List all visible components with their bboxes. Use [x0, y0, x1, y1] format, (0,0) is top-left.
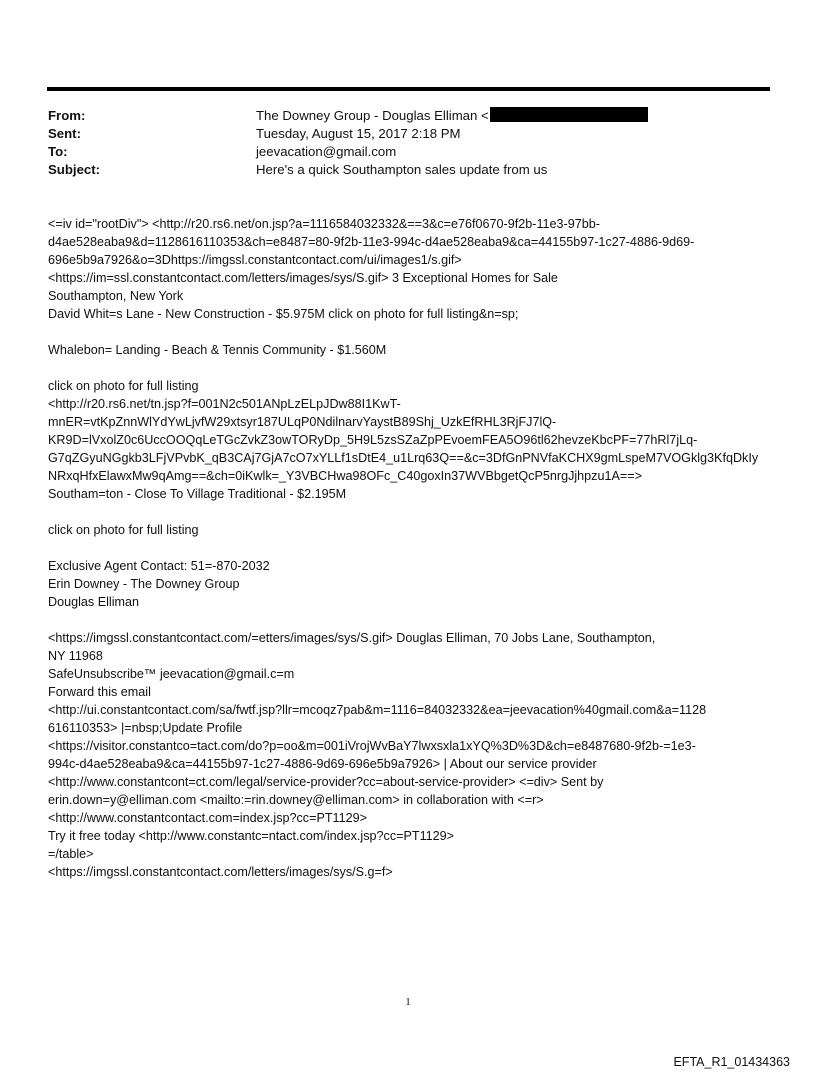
- body-line: Southam=ton - Close To Village Traditional - $2.195M: [48, 487, 347, 501]
- to-row: [48, 143, 768, 161]
- body-line: 616110353> |=nbsp;Update Profile: [48, 721, 243, 735]
- from-sender: The Downey Group - Douglas Elliman <: [256, 108, 489, 123]
- blank-line: [48, 359, 778, 377]
- blank-line: [48, 539, 778, 557]
- blank-line: [48, 503, 778, 521]
- email-header: [48, 107, 768, 179]
- from-value: [256, 107, 648, 125]
- body-line: Whalebon= Landing - Beach & Tennis Community - $1.560M: [48, 343, 387, 357]
- body-line: <http://www.constantcont=ct.com/legal/service-provider?cc=about-service-provider> <=div> Sent by: [48, 775, 604, 789]
- body-line: d4ae528eaba9&d=1128616110353&ch=e8487=80-9f2b-11e3-994c-d4ae528eaba9&ca=44155b97-1c27-4886-9d69-: [48, 235, 695, 249]
- body-line: Erin Downey - The Downey Group: [48, 577, 240, 591]
- body-line: Forward this email: [48, 685, 151, 699]
- body-line: <http://r20.rs6.net/tn.jsp?f=001N2c501ANpLzELpJDw88I1KwT-: [48, 397, 401, 411]
- to-label: To:: [48, 144, 68, 159]
- to-value: jeevacation@gmail.com: [256, 144, 397, 159]
- body-line: SafeUnsubscribe™ jeevacation@gmail.c=m: [48, 667, 295, 681]
- body-line: Exclusive Agent Contact: 51=-870-2032: [48, 559, 270, 573]
- blank-line: [48, 323, 778, 341]
- body-line: Southampton, New York: [48, 289, 184, 303]
- body-line: NRxqHfxElawxMw9qAmg==&ch=0iKwlk=_Y3VBCHwa98OFc_C40goxIn37WVBbgetQcP5nrgJjhpzu1A==>: [48, 469, 642, 483]
- body-line: KR9D=lVxolZ0c6UccOOQqLeTGcZvkZ3owTORyDp_5H9L5zsSZaZpPEvoemFEA5O96tl62hevzeKbcPF=77hRl7jLq-: [48, 433, 698, 447]
- body-line: mnER=vtKpZnnWlYdYwLjvfW29xtsyr187ULqP0NdilnarvYaystB89Shj_UzkEfRHL3RjFJ7lQ-: [48, 415, 557, 429]
- body-line: G7qZGyuNGgkb3LFjVPvbK_qB3CAj7GjA7cO7xYLLf1sDtE4_u1Lrq63Q==&c=3DfGnPNVfaKCHX9gmLspeM7VOGklg3KfqDkIy: [48, 451, 759, 465]
- sent-label: Sent:: [48, 126, 81, 141]
- body-line: <https://im=ssl.constantcontact.com/letters/images/sys/S.gif> 3 Exceptional Homes for Sale: [48, 271, 558, 285]
- body-line: <http://ui.constantcontact.com/sa/fwtf.jsp?llr=mcoqz7pab&m=1116=84032332&ea=jeevacation%40gmail.com&a=1128: [48, 703, 707, 717]
- sent-value: Tuesday, August 15, 2017 2:18 PM: [256, 126, 461, 141]
- body-line: click on photo for full listing: [48, 379, 199, 393]
- body-line: <=iv id="rootDiv"> <http://r20.rs6.net/on.jsp?a=1116584032332&==3&c=e76f0670-9f2b-11e3-97bb-: [48, 217, 600, 231]
- body-line: <https://visitor.constantco=tact.com/do?p=oo&m=001iVrojWvBaY7lwxsxla1xYQ%3D%3D&ch=e8487680-9f2b-=1e3-: [48, 739, 696, 753]
- subject-value: Here's a quick Southampton sales update from us: [256, 162, 548, 177]
- blank-line: [48, 611, 778, 629]
- subject-row: [48, 161, 768, 179]
- body-line: <http://www.constantcontact.com=index.jsp?cc=PT1129>: [48, 811, 367, 825]
- from-row: [48, 107, 768, 125]
- header-divider: [47, 87, 770, 91]
- sent-row: [48, 125, 768, 143]
- email-body: [48, 215, 778, 881]
- subject-label: Subject:: [48, 162, 101, 177]
- body-line: click on photo for full listing: [48, 523, 199, 537]
- body-line: NY 11968: [48, 649, 103, 663]
- body-line: =/table>: [48, 847, 94, 861]
- body-line: 696e5b9a7926&o=3Dhttps://imgssl.constantcontact.com/ui/images1/s.gif>: [48, 253, 462, 267]
- body-line: <https://imgssl.constantcontact.com/letters/images/sys/S.g=f>: [48, 865, 393, 879]
- body-line: David Whit=s Lane - New Construction - $5.975M click on photo for full listing&n=sp;: [48, 307, 519, 321]
- document-id: EFTA_R1_01434363: [673, 1055, 790, 1069]
- redaction-box: [490, 107, 648, 122]
- body-line: Douglas Elliman: [48, 595, 139, 609]
- body-line: <https://imgssl.constantcontact.com/=etters/images/sys/S.gif> Douglas Elliman, 70 Jobs Lane, Southampton,: [48, 631, 656, 645]
- body-line: Try it free today <http://www.constantc=ntact.com/index.jsp?cc=PT1129>: [48, 829, 454, 843]
- body-line: 994c-d4ae528eaba9&ca=44155b97-1c27-4886-9d69-696e5b9a7926> | About our service provider: [48, 757, 597, 771]
- body-line: erin.down=y@elliman.com <mailto:=rin.downey@elliman.com> in collaboration with <=r>: [48, 793, 544, 807]
- from-label: From:: [48, 108, 86, 123]
- page-number: 1: [405, 996, 411, 1008]
